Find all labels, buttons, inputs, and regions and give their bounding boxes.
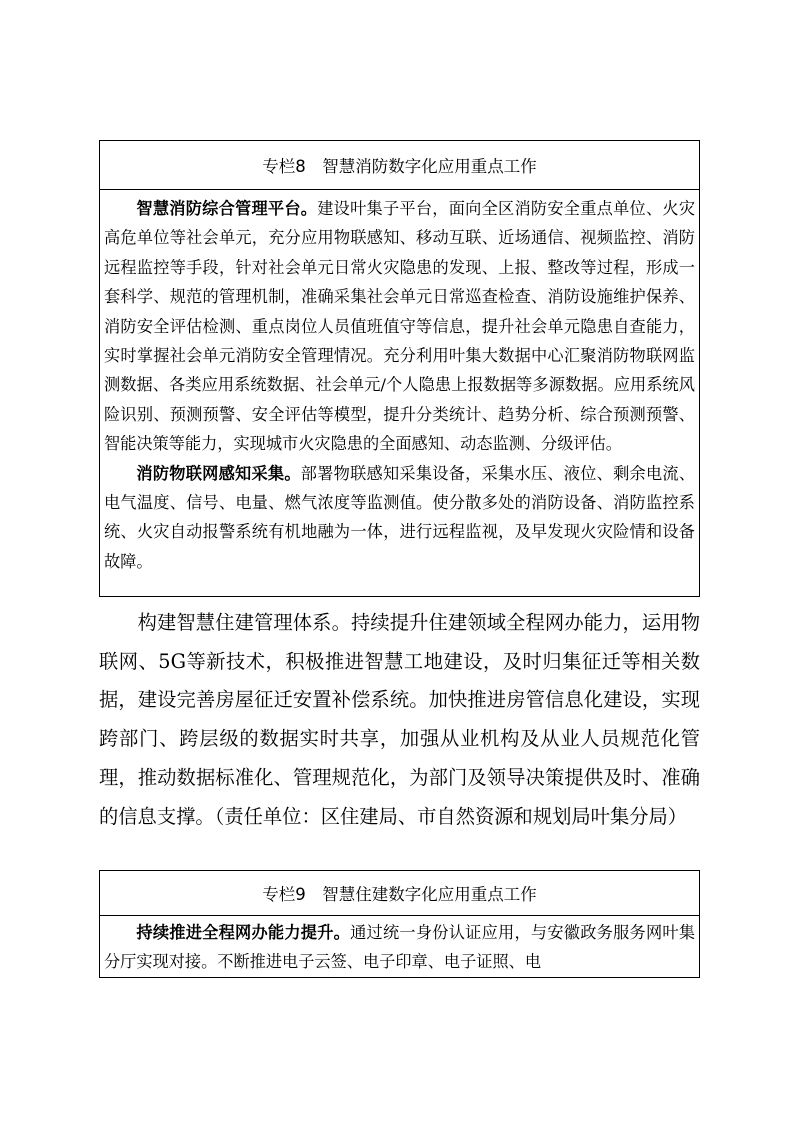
- column-box-9-title: 专栏9 智慧住建数字化应用重点工作: [100, 871, 699, 916]
- main-body-text: [99, 604, 700, 836]
- paragraph-text: 部署物联感知采集设备，采集水压、液位、剩余电流、电气温度、信号、电量、燃气浓度等监测值。使分散多处的消防设备、消防监控系统、火灾自动报警系统有机地融为一体，进行远程监视，及早发现火灾险情和设备故障。: [104, 463, 696, 571]
- column-paragraph: [104, 918, 695, 977]
- paragraph-lead: 智慧消防综合管理平台。: [136, 199, 318, 218]
- column-box-9: [99, 870, 700, 978]
- body-paragraph: 构建智慧住建管理体系。持续提升住建领域全程网办能力，运用物联网、5G等新技术，积极推进智慧工地建设，及时归集征迁等相关数据，建设完善房屋征迁安置补偿系统。加快推进房管信息化建设，实现跨部门、跨层级的数据实时共享，加强从业机构及从业人员规范化管理，推动数据标准化、管理规范化，为部门及领导决策提供及时、准确的信息支撑。（责任单位：区住建局、市自然资源和规划局叶集分局）: [99, 611, 700, 828]
- column-box-8-body: [100, 190, 699, 576]
- column-paragraph: [104, 194, 695, 459]
- paragraph-text: 建设叶集子平台，面向全区消防安全重点单位、火灾高危单位等社会单元，充分应用物联感知、移动互联、近场通信、视频监控、消防远程监控等手段，针对社会单元日常火灾隐患的发现、上报、整改等过程，形成一套科学、规范的管理机制，准确采集社会单元日常巡查检查、消防设施维护保养、消防安全评估检测、重点岗位人员值班值守等信息，提升社会单元隐患自查能力，实时掌握社会单元消防安全管理情况。充分利用叶集大数据中心汇聚消防物联网监测数据、各类应用系统数据、社会单元/个人隐患上报数据等多源数据。应用系统风险识别、预测预警、安全评估等模型，提升分类统计、趋势分析、综合预测预警、智能决策等能力，实现城市火灾隐患的全面感知、动态监测、分级评估。: [104, 199, 696, 454]
- column-box-8-title: 专栏8 智慧消防数字化应用重点工作: [100, 141, 699, 190]
- paragraph-lead: 消防物联网感知采集。: [136, 463, 301, 483]
- column-paragraph: [104, 459, 695, 577]
- paragraph-text: 通过统一身份认证应用，与安徽政务服务网叶集分厅实现对接。不断推进电子云签、电子印章、电子证照、电: [104, 923, 696, 972]
- column-box-8: [99, 140, 700, 597]
- column-box-9-body: [100, 916, 699, 977]
- paragraph-lead: 持续推进全程网办能力提升。: [136, 923, 351, 942]
